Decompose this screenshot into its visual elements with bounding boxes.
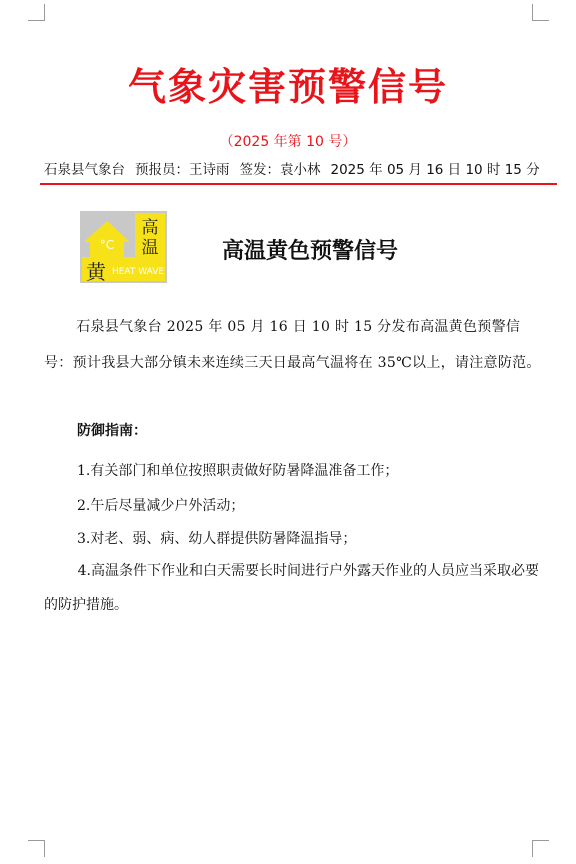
guide-item: 4.高温条件下作业和白天需要长时间进行户外露天作业的人员应当采取必要的防护措施。: [44, 563, 539, 613]
guide-item: 1.有关部门和单位按照职责做好防暑降温准备工作；: [77, 463, 399, 479]
icon-char-wen: 温: [141, 238, 159, 258]
document-title: 气象灾害预警信号: [127, 64, 448, 109]
warning-paragraph: 石泉县气象台 2025 年 05 月 16 日 10 时 15 分发布高温黄色预警信号：预计我县大部分镇未来连续三天日最高气温将在 35℃以上，请注意防范。: [44, 319, 541, 371]
station-name: 石泉县气象台: [44, 162, 125, 178]
icon-char-gao: 高: [141, 218, 159, 238]
page-corner-mark-top-left: [28, 4, 45, 21]
issuer: 签发：袁小林: [239, 162, 321, 178]
red-divider: [40, 183, 557, 185]
icon-char-huang: 黄: [86, 260, 106, 283]
issue-datetime: 2025 年 05 月 16 日 10 时 15 分: [330, 162, 540, 178]
guide-heading: 防御指南：: [77, 423, 147, 439]
page-corner-mark-top-right: [532, 4, 549, 21]
icon-temp-label: °C: [99, 238, 115, 252]
heat-wave-yellow-signal-icon: [80, 211, 167, 283]
guide-item: 2.午后尽量减少户外活动；: [77, 498, 245, 514]
guide-item: 3.对老、弱、病、幼人群提供防暑降温指导；: [77, 531, 357, 547]
signal-heading: 高温黄色预警信号: [222, 239, 399, 264]
page-corner-mark-bottom-right: [532, 840, 549, 857]
issue-number: （2025 年第 10 号）: [219, 134, 357, 150]
icon-banner-text: HEAT WAVE: [111, 267, 165, 277]
forecaster: 预报员：王诗雨: [135, 162, 230, 178]
issuance-info-line: [44, 158, 550, 178]
page-corner-mark-bottom-left: [28, 840, 45, 857]
